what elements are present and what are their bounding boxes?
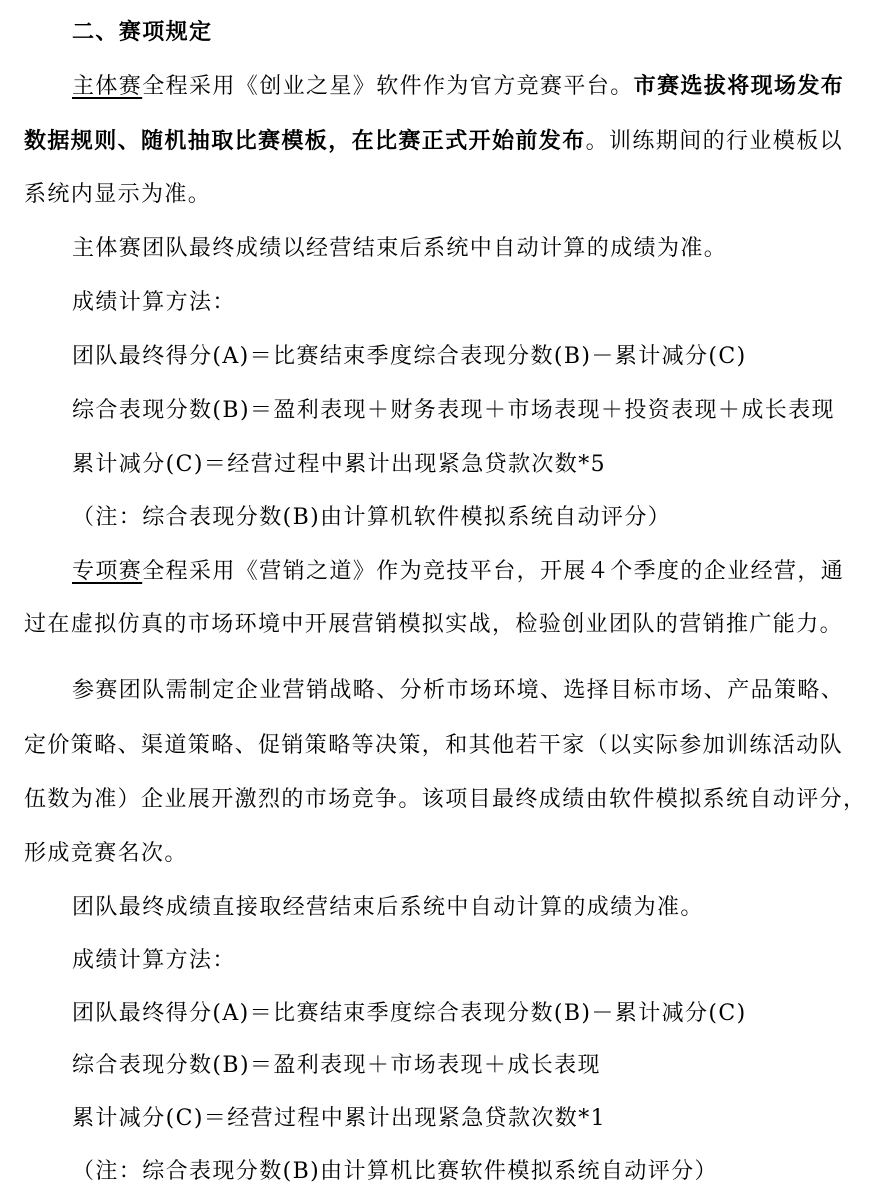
calc2-note: （注：综合表现分数(B)由计算机比赛软件模拟系统自动评分） bbox=[72, 1159, 718, 1184]
section-title: 二、赛项规定 bbox=[72, 19, 213, 45]
main-contest-bold-text: 市赛选拔将现场发布 bbox=[633, 73, 845, 99]
calc1-note: （注：综合表现分数(B)由计算机软件模拟系统自动评分） bbox=[72, 505, 672, 530]
special-contest-term: 专项赛 bbox=[72, 559, 143, 584]
paragraph-main-contest-line1 bbox=[72, 71, 872, 102]
paragraph-main-contest-line3: 系统内显示为准。 bbox=[24, 182, 212, 207]
paragraph-special-contest-score: 团队最终成绩直接取经营结束后系统中自动计算的成绩为准。 bbox=[72, 895, 704, 920]
calc1-formula-c: 累计减分(C)＝经营过程中累计出现紧急贷款次数*5 bbox=[72, 452, 606, 477]
calc1-formula-a: 团队最终得分(A)＝比赛结束季度综合表现分数(B)－累计减分(C) bbox=[72, 344, 747, 369]
special-contest-text: 全程采用《营销之道》作为竞技平台，开展４个季度的企业经营，通 bbox=[142, 559, 845, 584]
calc2-formula-c: 累计减分(C)＝经营过程中累计出现紧急贷款次数*1 bbox=[72, 1106, 606, 1131]
paragraph-special-contest-line2: 过在虚拟仿真的市场环境中开展营销模拟实战，检验创业团队的营销推广能力。 bbox=[24, 612, 844, 637]
calc2-formula-b: 综合表现分数(B)＝盈利表现＋市场表现＋成长表现 bbox=[72, 1053, 601, 1078]
main-contest-bold-text-cont: 数据规则、随机抽取比赛模板，在比赛正式开始前发布 bbox=[24, 128, 586, 154]
calc1-formula-b: 综合表现分数(B)＝盈利表现＋财务表现＋市场表现＋投资表现＋成长表现 bbox=[72, 398, 835, 423]
paragraph-teams-line2: 定价策略、渠道策略、促销策略等决策，和其他若干家（以实际参加训练活动队 bbox=[24, 733, 844, 758]
paragraph-main-contest-line2 bbox=[24, 126, 874, 157]
paragraph-teams-line3: 伍数为准）企业展开激烈的市场竞争。该项目最终成绩由软件模拟系统自动评分， bbox=[24, 787, 867, 812]
main-contest-term: 主体赛 bbox=[72, 74, 143, 99]
calc1-title: 成绩计算方法： bbox=[72, 290, 236, 315]
paragraph-main-contest-score: 主体赛团队最终成绩以经营结束后系统中自动计算的成绩为准。 bbox=[72, 236, 728, 261]
calc2-title: 成绩计算方法： bbox=[72, 948, 236, 973]
paragraph-special-contest-line1 bbox=[72, 557, 872, 587]
main-contest-text: 全程采用《创业之星》软件作为官方竞赛平台。 bbox=[142, 74, 634, 99]
main-contest-text-cont: 。训练期间的行业模板以 bbox=[585, 129, 844, 154]
paragraph-teams-line1: 参赛团队需制定企业营销战略、分析市场环境、选择目标市场、产品策略、 bbox=[72, 678, 845, 703]
calc2-formula-a: 团队最终得分(A)＝比赛结束季度综合表现分数(B)－累计减分(C) bbox=[72, 1001, 747, 1026]
paragraph-teams-line4: 形成竞赛名次。 bbox=[24, 841, 188, 866]
